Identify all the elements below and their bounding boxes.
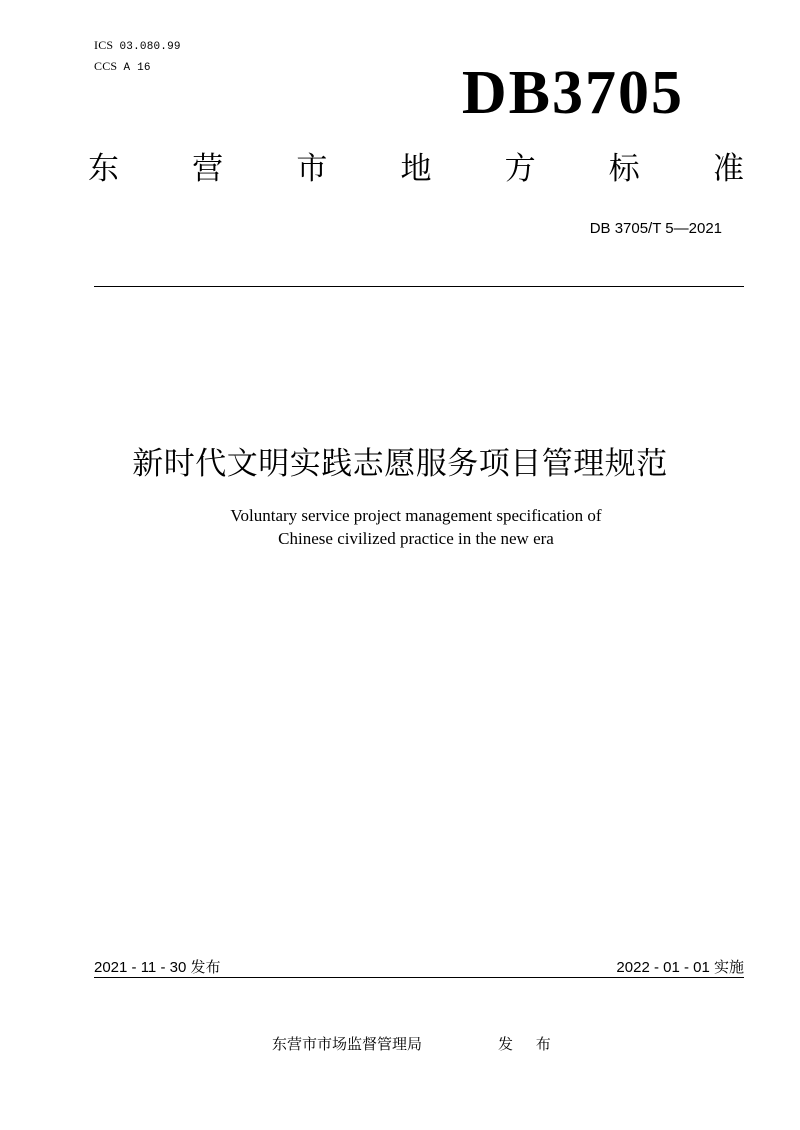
ics-label: ICS <box>94 38 114 52</box>
ccs-code: A 16 <box>123 62 151 74</box>
ccs-classification <box>94 59 151 74</box>
standard-type-char: 地 <box>400 151 432 187</box>
title-chinese: 新时代文明实践志愿服务项目管理规范 <box>132 446 668 482</box>
standard-type-char: 营 <box>192 151 224 187</box>
standard-type-name <box>88 151 744 187</box>
publish-label: 发 布 <box>498 1035 560 1053</box>
standard-type-char: 标 <box>608 151 640 187</box>
standard-type-char: 市 <box>296 151 328 187</box>
issue-date: 2021 - 11 - 30 发布 <box>94 959 221 976</box>
standard-type-char: 东 <box>88 151 119 187</box>
bottom-divider <box>94 977 744 978</box>
implementation-date: 2022 - 01 - 01 实施 <box>616 959 744 976</box>
standard-number: DB 3705/T 5—2021 <box>589 220 722 237</box>
standard-type-char: 方 <box>504 151 536 187</box>
ccs-label: CCS <box>94 59 118 73</box>
title-english-line-1: Voluntary service project management specification of <box>230 506 602 525</box>
standard-type-char: 准 <box>712 151 744 187</box>
standard-code-logo: DB3705 <box>461 59 684 127</box>
ics-code: 03.080.99 <box>119 41 181 53</box>
ics-classification <box>94 38 181 53</box>
top-divider <box>94 286 744 287</box>
title-english-line-2: Chinese civilized practice in the new era <box>278 529 554 548</box>
publisher-name: 东营市市场监督管理局 <box>272 1035 423 1053</box>
